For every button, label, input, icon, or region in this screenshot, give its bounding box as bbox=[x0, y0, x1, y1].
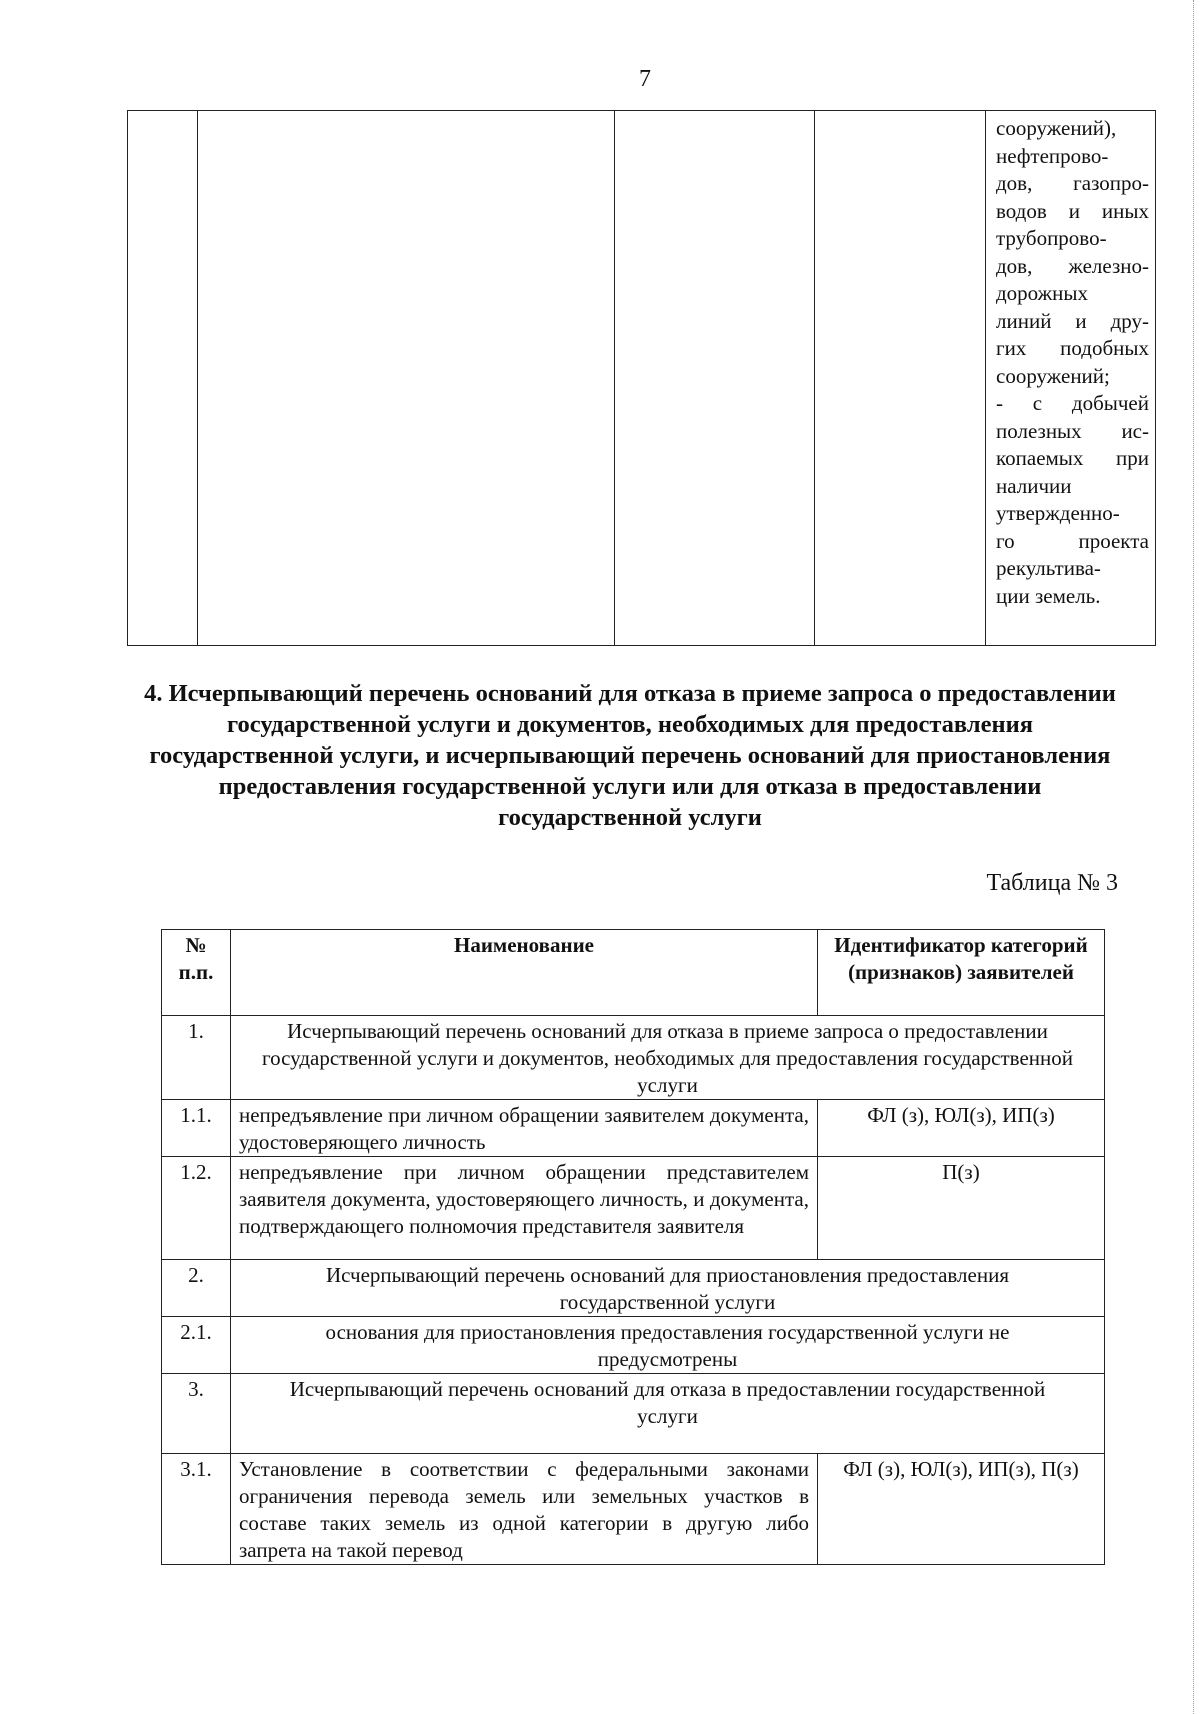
continuation-line: гих подобных bbox=[996, 336, 1149, 360]
continuation-line: го проекта bbox=[996, 528, 1149, 553]
continuation-cell-empty-3 bbox=[615, 111, 815, 646]
continuation-line: водов и иных bbox=[996, 198, 1149, 223]
scan-edge-noise bbox=[1153, 0, 1194, 1714]
continuation-line: - с добычей bbox=[996, 391, 1149, 415]
row-name: Установление в соответствии с федеральными законами ограничения перевода земель или земельных участков в составе таких земель из одной категории в другую либо запрета на такой перевод bbox=[231, 1454, 818, 1565]
continuation-line: наличии bbox=[996, 473, 1072, 498]
row-group-text: основания для приостановления предоставления государственной услуги не предусмотрены bbox=[231, 1317, 1105, 1374]
continuation-line: сооружений), bbox=[996, 116, 1117, 140]
continuation-line: утвержденно- bbox=[996, 501, 1120, 525]
row-number: 1.2. bbox=[162, 1157, 231, 1260]
continuation-line: линий и дру- bbox=[996, 308, 1149, 333]
row-number: 3. bbox=[162, 1374, 231, 1454]
row-group-text: Исчерпывающий перечень оснований для отказа в приеме запроса о предоставлении государственной услуги и документов, необходимых для предоставления государственной услуги bbox=[231, 1016, 1105, 1100]
header-category: Идентификатор категорий (признаков) заявителей bbox=[818, 930, 1105, 1016]
table-row bbox=[162, 1454, 1105, 1565]
continuation-line: копаемых при bbox=[996, 446, 1149, 470]
row-category: П(з) bbox=[818, 1157, 1105, 1260]
continuation-cell-empty-2 bbox=[198, 111, 615, 646]
continuation-line: ции земель. bbox=[996, 583, 1101, 608]
row-number: 1.1. bbox=[162, 1100, 231, 1157]
row-group-text: Исчерпывающий перечень оснований для приостановления предоставления государственной услуги bbox=[231, 1260, 1105, 1317]
row-name: непредъявление при личном обращении представителем заявителя документа, удостоверяющего личность, и документа, подтверждающего полномочия представителя заявителя bbox=[231, 1157, 818, 1260]
continuation-text bbox=[986, 111, 1155, 620]
table-caption: Таблица № 3 bbox=[986, 870, 1118, 896]
row-group-text: Исчерпывающий перечень оснований для отказа в предоставлении государственной услуги bbox=[231, 1374, 1105, 1454]
continuation-line: полезных ис- bbox=[996, 418, 1149, 443]
continuation-line: сооружений; bbox=[996, 363, 1110, 388]
continuation-cell-empty-4 bbox=[815, 111, 986, 646]
header-name: Наименование bbox=[231, 930, 818, 1016]
row-name: непредъявление при личном обращении заявителем документа, удостоверяющего личность bbox=[231, 1100, 818, 1157]
table-row bbox=[162, 1016, 1105, 1100]
continuation-line: нефтепрово- bbox=[996, 143, 1109, 168]
continuation-cell-text bbox=[986, 111, 1156, 646]
table-row bbox=[162, 1317, 1105, 1374]
continuation-table bbox=[127, 110, 1156, 646]
row-category: ФЛ (з), ЮЛ(з), ИП(з) bbox=[818, 1100, 1105, 1157]
continuation-line: дов, железно- bbox=[996, 253, 1149, 278]
row-number: 3.1. bbox=[162, 1454, 231, 1565]
table-row bbox=[162, 1100, 1105, 1157]
grounds-table bbox=[161, 929, 1105, 1565]
continuation-line: трубопрово- bbox=[996, 226, 1107, 250]
table-header-row bbox=[162, 930, 1105, 1016]
row-number: 2.1. bbox=[162, 1317, 231, 1374]
continuation-cell-empty-1 bbox=[128, 111, 198, 646]
continuation-line: дов, газопро- bbox=[996, 171, 1149, 195]
table-row bbox=[162, 1157, 1105, 1260]
header-num: № п.п. bbox=[162, 930, 231, 1016]
row-number: 2. bbox=[162, 1260, 231, 1317]
row-number: 1. bbox=[162, 1016, 231, 1100]
table-row bbox=[162, 1260, 1105, 1317]
continuation-line: дорожных bbox=[996, 281, 1089, 305]
section-heading: 4. Исчерпывающий перечень оснований для отказа в приеме запроса о предоставлении государственной услуги и документов, необходимых для предоставления государственной услуги, и исчерпывающий перечень оснований для приостановления предоставления государственной услуги или для отказа в предоставлении государственной услуги bbox=[144, 680, 1116, 831]
continuation-line: рекультива- bbox=[996, 556, 1101, 580]
table-row bbox=[162, 1374, 1105, 1454]
row-category: ФЛ (з), ЮЛ(з), ИП(з), П(з) bbox=[818, 1454, 1105, 1565]
page-number: 7 bbox=[639, 66, 651, 92]
